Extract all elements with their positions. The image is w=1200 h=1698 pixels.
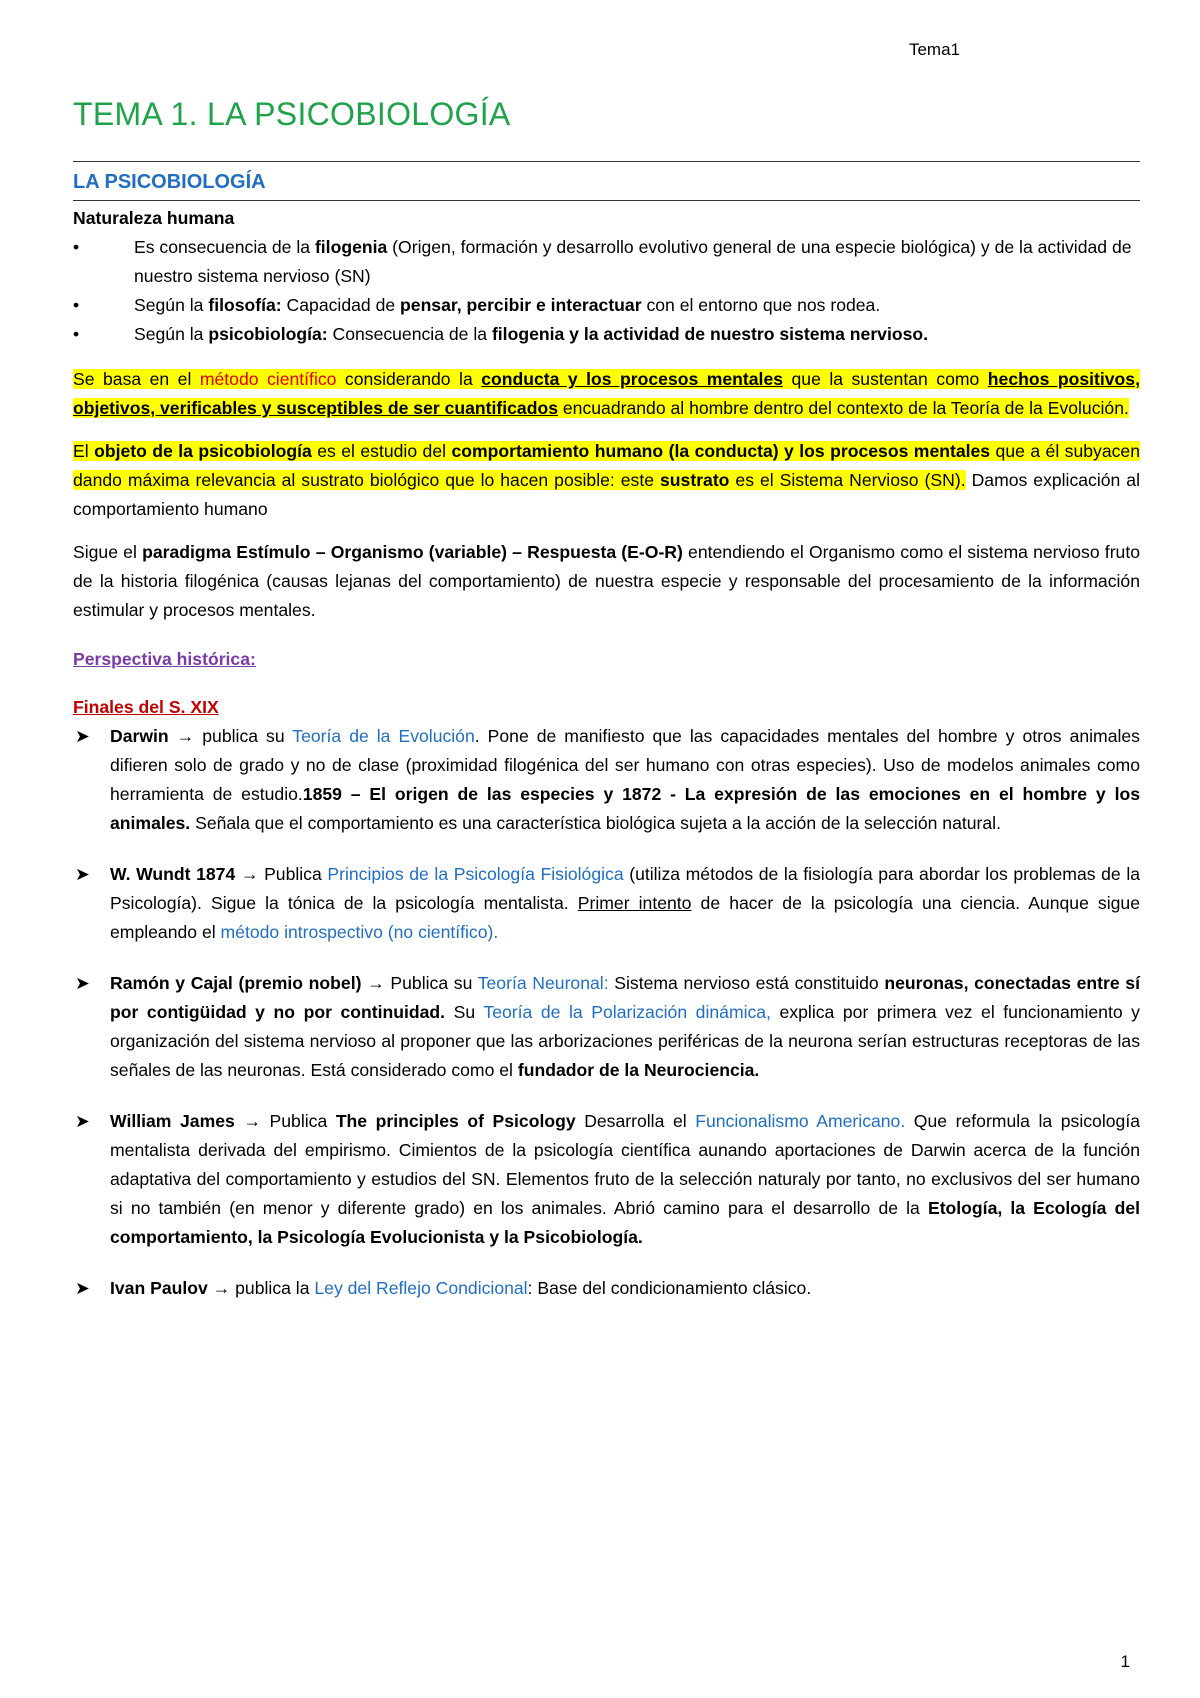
text-run: Que reformula la psicología mentalista derivada del empirismo. Cimientos de la psicología científica aunando aportaciones de Darwin acerca de la función adaptativa del comportamiento y estudios del SN. Elementos fruto de la selección naturaly por tanto, no exclusivos del ser humano si no también (en menor y diferente grado) en los animales. Abrió camino para el desarrollo de la [110, 1111, 1140, 1218]
text-run: → Publica [234, 1111, 336, 1131]
author-pavlov [73, 1274, 1140, 1303]
bold-run: filogenia [314, 237, 388, 257]
bold-run: pensar, percibir e interactuar [400, 295, 642, 315]
list-item [73, 291, 1140, 320]
text-run: Sigue el [73, 542, 143, 562]
author-james [73, 1107, 1140, 1252]
text-run: es el Sistema Nervioso (SN). [729, 470, 966, 490]
bold-run: neuronas, conectadas entre sí por contigüidad y no por continuidad. [110, 973, 1140, 1022]
page-number: 1 [1120, 1652, 1130, 1671]
text-run: considerando la [336, 369, 482, 389]
bold-run: filogenia y la actividad de nuestro sistema nervioso. [491, 324, 929, 344]
text-run: con el entorno que nos rodea. [641, 295, 881, 315]
text-run: Según la [134, 324, 209, 344]
text-run: : Base del condicionamiento clásico. [527, 1278, 812, 1298]
running-header: Tema1 [908, 40, 960, 59]
bold-run: sustrato [660, 470, 730, 490]
work-title: Ley del Reflejo Condicional [314, 1278, 528, 1298]
text-run: Desarrolla el [575, 1111, 696, 1131]
bold-run: paradigma Estímulo – Organismo (variable) – Respuesta (E-O-R) [142, 542, 683, 562]
bold-run: The principles of Psicology [335, 1111, 576, 1131]
author-name: Darwin [110, 726, 169, 746]
text-run: que a él subyacen dando máxima relevancia al sustrato biológico que lo hacen posible: este [73, 441, 1140, 490]
author-darwin [73, 722, 1140, 838]
bullet-icon: • [73, 324, 80, 344]
text-run: → Publica [235, 864, 328, 884]
paradigma-paragraph [73, 538, 1140, 625]
bullet-icon: • [73, 295, 80, 315]
work-title: Teoría de la Polarización dinámica, [483, 1002, 771, 1022]
bold-run: fundador de la Neurociencia. [517, 1060, 760, 1080]
text-run: Es consecuencia de la [134, 237, 315, 257]
objeto-paragraph [73, 437, 1140, 524]
arrow-bullet-icon: ➤ [75, 1278, 90, 1298]
text-run: Su [445, 1002, 484, 1022]
text-run: que la sustentan como [783, 369, 988, 389]
work-title: Funcionalismo Americano. [695, 1111, 906, 1131]
naturaleza-heading: Naturaleza humana [73, 208, 235, 228]
authors-list [73, 722, 1140, 1303]
text-run: explica por primera vez el funcionamiento y organización del sistema nervioso al proponer que las arborizaciones periféricas de la neurona serían estructuras receptoras de las señales de las neuronas. Está considerado como el [110, 1002, 1140, 1080]
bullet-icon: • [73, 237, 80, 257]
text-run: (Origen, formación y desarrollo evolutivo general de una especie biológica) y de la actividad de nuestro sistema nervioso (SN) [134, 237, 1132, 286]
finales-heading: Finales del S. XIX [73, 697, 219, 717]
underlined-text: Primer intento [577, 893, 692, 913]
document-body [73, 204, 1140, 1303]
bold-run: psicobiología: [208, 324, 328, 344]
metodo-paragraph [73, 365, 1140, 423]
underlined-bold-text: conducta y los procesos mentales [481, 369, 784, 389]
text-run: encuadrando al hombre dentro del contexto de la Teoría de la Evolución. [558, 398, 1129, 418]
author-name: Ramón y Cajal (premio nobel) [110, 973, 362, 993]
text-run: Capacidad de [281, 295, 401, 315]
text-run: Consecuencia de la [327, 324, 492, 344]
bold-run: 1859 – El origen de las especies y 1872 - La expresión de las emociones en el hombre y los animales. [110, 784, 1140, 833]
list-item [73, 320, 1140, 349]
list-item [73, 233, 1140, 291]
text-run: Damos explicación al comportamiento humano [73, 470, 1140, 519]
text-run: (utiliza métodos de la fisiología para abordar los problemas de la Psicología). Sigue la tónica de la psicología mentalista. [110, 864, 1141, 913]
text-run: es el estudio del [311, 441, 452, 461]
author-name: William James [110, 1111, 235, 1131]
text-run: entendiendo el Organismo como el sistema nervioso fruto de la historia filogénica (causas lejanas del comportamiento) de nuestra especie y responsable del procesamiento de la información estimular y procesos mentales. [73, 542, 1141, 620]
text-run: → Publica su [361, 973, 478, 993]
text-run: → publica su [168, 726, 293, 746]
work-title: método introspectivo (no científico). [220, 922, 499, 942]
text-run: Según la [134, 295, 209, 315]
bold-run: objeto de la psicobiología [94, 441, 312, 461]
arrow-bullet-icon: ➤ [75, 1111, 90, 1131]
author-name: Ivan Paulov [110, 1278, 208, 1298]
bold-run: Etología, la Ecología del comportamiento, la Psicología Evolucionista y la Psicobiología. [110, 1198, 1140, 1247]
naturaleza-list [73, 233, 1140, 349]
underlined-bold-text: hechos positivos, objetivos, verificables y susceptibles de ser cuantificados [73, 369, 1140, 418]
work-title: Teoría Neuronal: [477, 973, 609, 993]
text-run: → publica la [207, 1278, 315, 1298]
work-title: Principios de la Psicología Fisiológica [327, 864, 624, 884]
text-run: . Pone de manifiesto que las capacidades mentales del hombre y otros animales difieren solo de grado y no de clase (proximidad filogénica del ser humano con otras especies). Uso de modelos animales como herramienta de estudio. [110, 726, 1140, 804]
author-name: W. Wundt 1874 [110, 864, 236, 884]
arrow-bullet-icon: ➤ [75, 726, 90, 746]
text-run: El [73, 441, 95, 461]
text-run: de hacer de la psicología una ciencia. Aunque sigue empleando el [110, 893, 1140, 942]
author-wundt [73, 860, 1140, 947]
text-run: Sistema nervioso está constituido [608, 973, 885, 993]
work-title: Teoría de la Evolución [292, 726, 475, 746]
section-divider [73, 200, 1140, 201]
section-title: LA PSICOBIOLOGÍA [73, 171, 266, 193]
perspectiva-heading: Perspectiva histórica: [73, 649, 256, 669]
text-run: Señala que el comportamiento es una característica biológica sujeta a la acción de la selección natural. [190, 813, 1001, 833]
title-divider [73, 161, 1140, 162]
author-cajal [73, 969, 1140, 1085]
red-text: método científico [199, 369, 337, 389]
text-run: Se basa en el [73, 369, 200, 389]
highlighted-text [73, 369, 1140, 418]
bold-run: comportamiento humano (la conducta) y los procesos mentales [451, 441, 991, 461]
arrow-bullet-icon: ➤ [75, 973, 90, 993]
arrow-bullet-icon: ➤ [75, 864, 90, 884]
bold-run: filosofía: [208, 295, 282, 315]
document-title: TEMA 1. LA PSICOBIOLOGÍA [73, 96, 511, 132]
